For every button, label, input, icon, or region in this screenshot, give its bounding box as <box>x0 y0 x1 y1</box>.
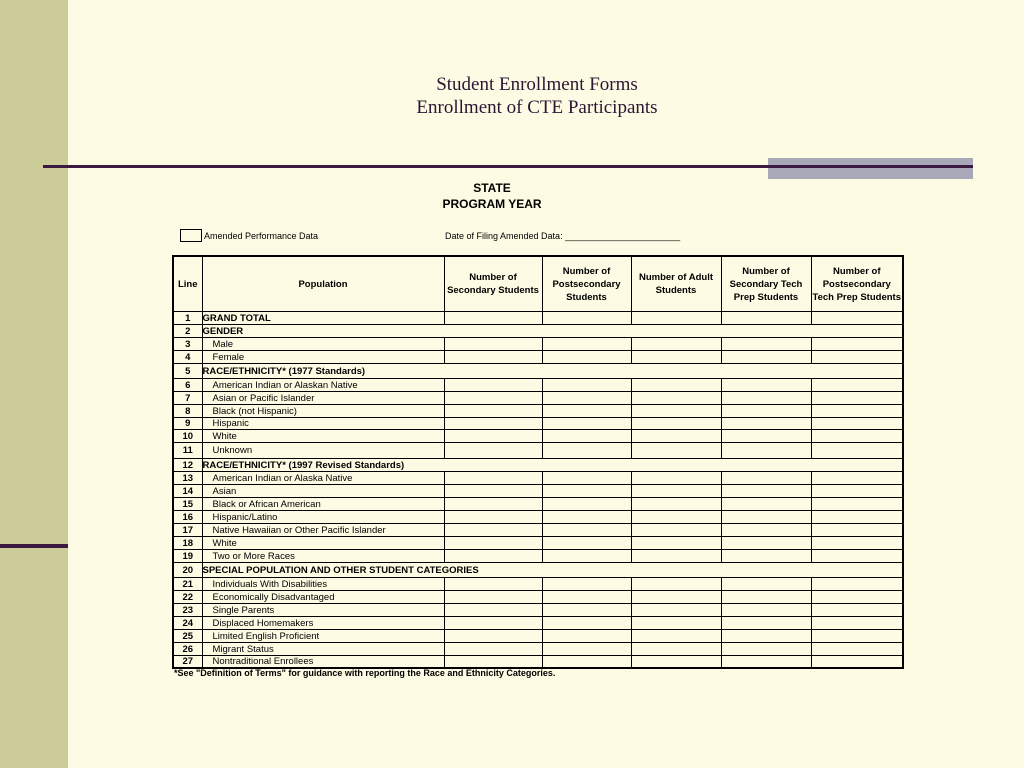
row-entry-cell[interactable] <box>811 443 903 459</box>
row-entry-cell[interactable] <box>542 578 631 591</box>
row-line-number: 9 <box>173 418 202 430</box>
row-entry-cell[interactable] <box>631 498 721 511</box>
row-line-number: 20 <box>173 563 202 578</box>
row-entry-cell[interactable] <box>721 338 811 351</box>
row-line-number: 7 <box>173 392 202 405</box>
row-line-number: 21 <box>173 578 202 591</box>
row-entry-cell[interactable] <box>721 392 811 405</box>
row-entry-cell[interactable] <box>444 550 542 563</box>
row-entry-cell[interactable] <box>811 498 903 511</box>
row-entry-cell[interactable] <box>542 604 631 617</box>
row-entry-cell[interactable] <box>721 630 811 643</box>
row-population-label: Asian or Pacific Islander <box>202 392 444 405</box>
row-entry-cell[interactable] <box>444 430 542 443</box>
row-entry-cell[interactable] <box>631 524 721 537</box>
row-entry-cell[interactable] <box>444 604 542 617</box>
page-title: Student Enrollment Forms <box>436 74 638 95</box>
row-entry-cell[interactable] <box>811 591 903 604</box>
row-line-number: 26 <box>173 643 202 656</box>
table-row <box>173 511 903 524</box>
row-line-number: 24 <box>173 617 202 630</box>
row-entry-cell[interactable] <box>444 498 542 511</box>
row-line-number: 15 <box>173 498 202 511</box>
rule-accent-line <box>768 165 973 168</box>
row-line-number: 11 <box>173 443 202 459</box>
row-entry-cell[interactable] <box>542 656 631 669</box>
row-entry-cell[interactable] <box>542 550 631 563</box>
filing-date-label: Date of Filing Amended Data: _______________________ <box>445 231 681 241</box>
row-entry-cell[interactable] <box>631 630 721 643</box>
amended-data-label: Amended Performance Data <box>204 231 319 241</box>
table-row <box>173 591 903 604</box>
row-line-number: 12 <box>173 459 202 472</box>
state-heading: STATE <box>473 181 511 195</box>
row-entry-cell[interactable] <box>542 472 631 485</box>
row-line-number: 3 <box>173 338 202 351</box>
row-entry-cell[interactable] <box>542 630 631 643</box>
row-entry-cell[interactable] <box>631 418 721 430</box>
table-row <box>173 364 903 379</box>
table-row <box>173 418 903 430</box>
row-line-number: 13 <box>173 472 202 485</box>
footnote: *See "Definition of Terms" for guidance with reporting the Race and Ethnicity Categories. <box>174 668 556 678</box>
row-entry-cell[interactable] <box>811 578 903 591</box>
row-line-number: 8 <box>173 405 202 418</box>
row-entry-cell[interactable] <box>631 643 721 656</box>
row-population-label: Individuals With Disabilities <box>202 578 444 591</box>
row-entry-cell[interactable] <box>631 351 721 364</box>
row-entry-cell[interactable] <box>811 312 903 325</box>
row-population-label: Economically Disadvantaged <box>202 591 444 604</box>
row-entry-cell[interactable] <box>721 617 811 630</box>
row-entry-cell[interactable] <box>631 617 721 630</box>
row-entry-cell[interactable] <box>631 472 721 485</box>
row-entry-cell[interactable] <box>811 351 903 364</box>
row-entry-cell[interactable] <box>721 418 811 430</box>
row-entry-cell[interactable] <box>721 524 811 537</box>
row-section-label: RACE/ETHNICITY* (1977 Standards) <box>202 364 903 379</box>
row-entry-cell[interactable] <box>444 472 542 485</box>
row-entry-cell[interactable] <box>721 578 811 591</box>
row-population-label: Single Parents <box>202 604 444 617</box>
row-entry-cell[interactable] <box>721 550 811 563</box>
row-line-number: 16 <box>173 511 202 524</box>
row-population-label: Native Hawaiian or Other Pacific Islander <box>202 524 444 537</box>
row-entry-cell[interactable] <box>631 604 721 617</box>
table-row <box>173 338 903 351</box>
row-section-label: SPECIAL POPULATION AND OTHER STUDENT CATEGORIES <box>202 563 903 578</box>
row-entry-cell[interactable] <box>631 537 721 550</box>
row-entry-cell[interactable] <box>542 511 631 524</box>
row-population-label: Two or More Races <box>202 550 444 563</box>
row-entry-cell[interactable] <box>811 524 903 537</box>
row-population-label: Limited English Proficient <box>202 630 444 643</box>
row-entry-cell[interactable] <box>631 405 721 418</box>
row-line-number: 22 <box>173 591 202 604</box>
row-line-number: 25 <box>173 630 202 643</box>
column-header-postsecondary: Number of Postsecondary Students <box>542 256 631 312</box>
row-entry-cell[interactable] <box>631 485 721 498</box>
row-entry-cell[interactable] <box>444 338 542 351</box>
row-entry-cell[interactable] <box>811 537 903 550</box>
table-row <box>173 392 903 405</box>
row-entry-cell[interactable] <box>631 511 721 524</box>
table-row <box>173 537 903 550</box>
program-year-heading: PROGRAM YEAR <box>442 197 542 211</box>
table-row <box>173 430 903 443</box>
enrollment-table <box>172 255 904 669</box>
row-line-number: 19 <box>173 550 202 563</box>
row-entry-cell[interactable] <box>721 656 811 669</box>
row-line-number: 4 <box>173 351 202 364</box>
row-entry-cell[interactable] <box>542 405 631 418</box>
row-line-number: 27 <box>173 656 202 669</box>
row-entry-cell[interactable] <box>444 485 542 498</box>
table-row <box>173 325 903 338</box>
column-header-population: Population <box>202 256 444 312</box>
table-row <box>173 617 903 630</box>
row-population-label: Nontraditional Enrollees <box>202 656 444 669</box>
row-population-label: Displaced Homemakers <box>202 617 444 630</box>
row-entry-cell[interactable] <box>811 392 903 405</box>
table-row <box>173 578 903 591</box>
row-line-number: 10 <box>173 430 202 443</box>
row-section-label: RACE/ETHNICITY* (1997 Revised Standards) <box>202 459 903 472</box>
row-entry-cell[interactable] <box>631 379 721 392</box>
table-row <box>173 563 903 578</box>
row-entry-cell[interactable] <box>721 604 811 617</box>
row-entry-cell[interactable] <box>811 338 903 351</box>
row-entry-cell[interactable] <box>721 405 811 418</box>
row-entry-cell[interactable] <box>721 643 811 656</box>
row-entry-cell[interactable] <box>631 591 721 604</box>
table-row <box>173 459 903 472</box>
row-population-label: Unknown <box>202 443 444 459</box>
row-entry-cell[interactable] <box>631 578 721 591</box>
row-entry-cell[interactable] <box>542 537 631 550</box>
row-entry-cell[interactable] <box>721 312 811 325</box>
table-row <box>173 604 903 617</box>
row-line-number: 1 <box>173 312 202 325</box>
table-row <box>173 550 903 563</box>
row-section-label: GENDER <box>202 325 903 338</box>
row-line-number: 5 <box>173 364 202 379</box>
row-population-label: White <box>202 430 444 443</box>
row-entry-cell[interactable] <box>811 430 903 443</box>
row-entry-cell[interactable] <box>444 643 542 656</box>
table-row <box>173 524 903 537</box>
row-entry-cell[interactable] <box>444 630 542 643</box>
row-entry-cell[interactable] <box>721 511 811 524</box>
table-header-row <box>173 256 903 312</box>
row-entry-cell[interactable] <box>721 472 811 485</box>
column-header-postsecondary-tech-prep: Number of Postsecondary Tech Prep Students <box>811 256 903 312</box>
row-entry-cell[interactable] <box>542 617 631 630</box>
row-population-label: Hispanic <box>202 418 444 430</box>
row-entry-cell[interactable] <box>721 591 811 604</box>
row-population-label: White <box>202 537 444 550</box>
row-entry-cell[interactable] <box>542 351 631 364</box>
row-entry-cell[interactable] <box>811 550 903 563</box>
table-row <box>173 351 903 364</box>
row-entry-cell[interactable] <box>631 312 721 325</box>
table-row <box>173 643 903 656</box>
row-entry-cell[interactable] <box>542 392 631 405</box>
row-line-number: 17 <box>173 524 202 537</box>
row-entry-cell[interactable] <box>631 338 721 351</box>
row-entry-cell[interactable] <box>444 405 542 418</box>
row-population-label: Asian <box>202 485 444 498</box>
row-entry-cell[interactable] <box>631 392 721 405</box>
row-entry-cell[interactable] <box>444 418 542 430</box>
row-line-number: 6 <box>173 379 202 392</box>
row-entry-cell[interactable] <box>721 537 811 550</box>
row-entry-cell[interactable] <box>721 430 811 443</box>
row-population-label: Black or African American <box>202 498 444 511</box>
row-entry-cell[interactable] <box>444 351 542 364</box>
table-row <box>173 498 903 511</box>
row-entry-cell[interactable] <box>444 511 542 524</box>
row-entry-cell[interactable] <box>444 443 542 459</box>
table-row <box>173 312 903 325</box>
row-entry-cell[interactable] <box>631 656 721 669</box>
row-entry-cell[interactable] <box>542 643 631 656</box>
row-entry-cell[interactable] <box>444 379 542 392</box>
row-entry-cell[interactable] <box>631 443 721 459</box>
row-population-label: Black (not Hispanic) <box>202 405 444 418</box>
row-entry-cell[interactable] <box>542 312 631 325</box>
row-entry-cell[interactable] <box>721 379 811 392</box>
row-entry-cell[interactable] <box>721 498 811 511</box>
row-line-number: 2 <box>173 325 202 338</box>
table-row <box>173 656 903 669</box>
row-entry-cell[interactable] <box>631 430 721 443</box>
row-entry-cell[interactable] <box>542 498 631 511</box>
amended-data-checkbox[interactable] <box>180 229 202 242</box>
row-population-label: Male <box>202 338 444 351</box>
row-population-label: Hispanic/Latino <box>202 511 444 524</box>
row-entry-cell[interactable] <box>542 338 631 351</box>
table-row <box>173 405 903 418</box>
column-header-line: Line <box>173 256 202 312</box>
table-row <box>173 379 903 392</box>
row-entry-cell[interactable] <box>444 312 542 325</box>
row-entry-cell[interactable] <box>721 351 811 364</box>
row-line-number: 14 <box>173 485 202 498</box>
row-population-label: American Indian or Alaska Native <box>202 472 444 485</box>
row-entry-cell[interactable] <box>444 656 542 669</box>
row-entry-cell[interactable] <box>444 392 542 405</box>
table-row <box>173 630 903 643</box>
row-population-label: Female <box>202 351 444 364</box>
row-entry-cell[interactable] <box>542 418 631 430</box>
row-entry-cell[interactable] <box>444 617 542 630</box>
row-population-label: GRAND TOTAL <box>202 312 444 325</box>
row-entry-cell[interactable] <box>542 430 631 443</box>
row-entry-cell[interactable] <box>721 443 811 459</box>
row-entry-cell[interactable] <box>811 511 903 524</box>
row-entry-cell[interactable] <box>811 643 903 656</box>
side-accent-line <box>0 544 68 548</box>
row-entry-cell[interactable] <box>542 443 631 459</box>
row-entry-cell[interactable] <box>811 630 903 643</box>
table-row <box>173 443 903 459</box>
row-entry-cell[interactable] <box>631 550 721 563</box>
row-entry-cell[interactable] <box>811 379 903 392</box>
row-entry-cell[interactable] <box>811 604 903 617</box>
side-decoration-bar <box>0 0 68 768</box>
row-entry-cell[interactable] <box>444 524 542 537</box>
page-subtitle: Enrollment of CTE Participants <box>416 97 658 118</box>
row-entry-cell[interactable] <box>811 472 903 485</box>
rule-accent-block <box>768 158 973 179</box>
column-header-secondary-tech-prep: Number of Secondary Tech Prep Students <box>721 256 811 312</box>
row-entry-cell[interactable] <box>542 485 631 498</box>
row-line-number: 23 <box>173 604 202 617</box>
table-row <box>173 485 903 498</box>
column-header-secondary: Number of Secondary Students <box>444 256 542 312</box>
row-line-number: 18 <box>173 537 202 550</box>
row-population-label: American Indian or Alaskan Native <box>202 379 444 392</box>
row-entry-cell[interactable] <box>721 485 811 498</box>
row-entry-cell[interactable] <box>811 418 903 430</box>
row-entry-cell[interactable] <box>444 578 542 591</box>
row-entry-cell[interactable] <box>811 405 903 418</box>
row-entry-cell[interactable] <box>444 591 542 604</box>
column-header-adult: Number of Adult Students <box>631 256 721 312</box>
table-row <box>173 472 903 485</box>
row-entry-cell[interactable] <box>811 617 903 630</box>
row-entry-cell[interactable] <box>542 379 631 392</box>
row-entry-cell[interactable] <box>444 537 542 550</box>
row-entry-cell[interactable] <box>542 524 631 537</box>
row-entry-cell[interactable] <box>542 591 631 604</box>
row-population-label: Migrant Status <box>202 643 444 656</box>
row-entry-cell[interactable] <box>811 656 903 669</box>
row-entry-cell[interactable] <box>811 485 903 498</box>
